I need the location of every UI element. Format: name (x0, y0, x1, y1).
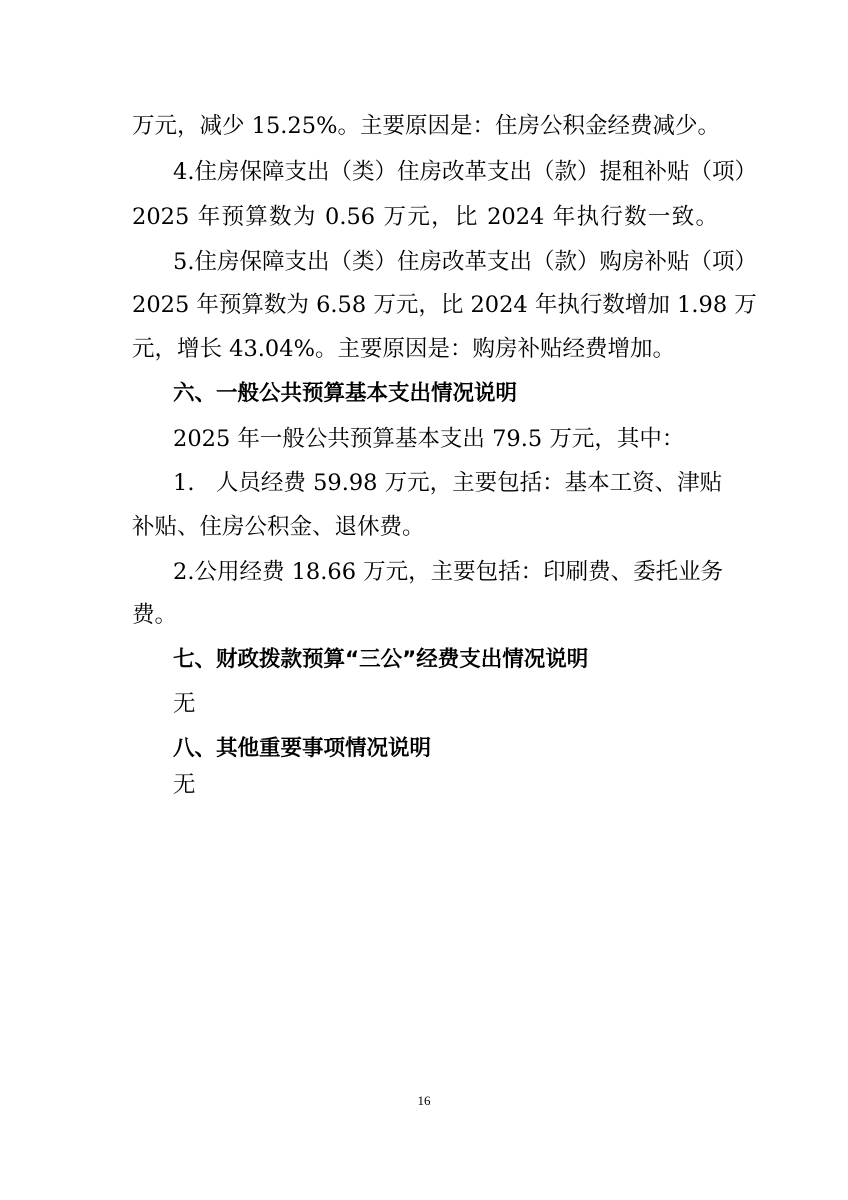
text-line-7: 2025 年一般公共预算基本支出 79.5 万元，其中： (173, 426, 685, 452)
text-line-1: 万元，减少 15.25%。主要原因是：住房公积金经费减少。 (132, 113, 720, 139)
text-line-8: 1. 人员经费 59.98 万元，主要包括：基本工资、津贴 (173, 470, 723, 496)
section-heading-7: 七、财政拨款预算“三公”经费支出情况说明 (173, 647, 589, 672)
page-number: 16 (417, 1093, 431, 1108)
text-line-11: 费。 (132, 602, 178, 628)
section-7-body: 无 (173, 691, 196, 717)
section-heading-8: 八、其他重要事项情况说明 (173, 736, 432, 761)
text-line-9: 补贴、住房公积金、退休费。 (132, 514, 425, 540)
section-heading-6: 六、一般公共预算基本支出情况说明 (173, 381, 518, 406)
text-line-4: 5.住房保障支出（类）住房改革支出（款）购房补贴（项） (173, 249, 757, 275)
text-line-3: 2025 年预算数为 0.56 万元，比 2024 年执行数一致。 (132, 204, 718, 230)
section-8-body: 无 (173, 772, 196, 798)
text-line-2: 4.住房保障支出（类）住房改革支出（款）提租补贴（项） (173, 159, 757, 185)
text-line-10: 2.公用经费 18.66 万元，主要包括：印刷费、委托业务 (173, 559, 724, 585)
text-line-5: 2025 年预算数为 6.58 万元，比 2024 年执行数增加 1.98 万 (132, 292, 757, 318)
text-line-6: 元，增长 43.04%。主要原因是：购房补贴经费增加。 (132, 336, 675, 362)
